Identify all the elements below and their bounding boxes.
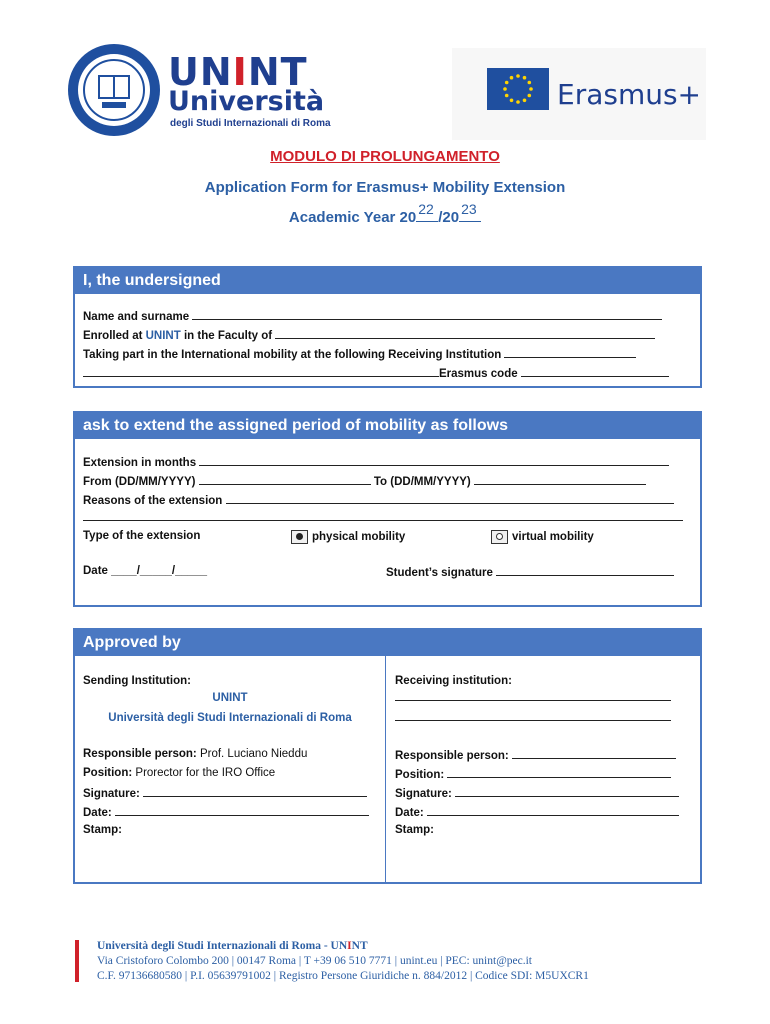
receiving-signature-label: Signature: (395, 788, 452, 800)
undersigned-section (73, 266, 702, 388)
universita-wordmark: Università (168, 86, 325, 117)
dates-row (83, 474, 646, 488)
reasons-field-2[interactable] (83, 510, 683, 521)
form-subtitle: Application Form for Erasmus+ Mobility Extension (204, 179, 566, 196)
footer-address: Via Cristoforo Colombo 200 | 00147 Roma | T +39 06 510 7771 | unint.eu | PEC: unint@pec.it (97, 955, 533, 967)
receiving-name-line-1 (395, 690, 671, 704)
sending-position-value: Prorector for the IRO Office (135, 767, 276, 779)
receiving-stamp-label: Stamp: (395, 824, 434, 836)
receiving-name-field-2[interactable] (395, 710, 671, 721)
student-signature-label: Student’s signature (386, 567, 493, 579)
sending-full-name: Università degli Studi Internazionali di Roma (108, 712, 352, 724)
receiving-label: Receiving institution: (395, 675, 512, 687)
unint-logo-wordmark: UNINT (168, 50, 308, 94)
undersigned-heading: I, the undersigned (75, 268, 700, 294)
virtual-radio-icon[interactable] (491, 530, 508, 544)
virtual-mobility-option[interactable] (491, 530, 594, 544)
receiving-institution-field[interactable] (504, 347, 636, 358)
faculty-field[interactable] (275, 328, 655, 339)
reasons-row-2 (83, 510, 683, 524)
sending-date-label: Date: (83, 807, 112, 819)
reasons-label: Reasons of the extension (83, 495, 223, 507)
receiving-date-row (395, 805, 679, 819)
eu-flag-icon (487, 68, 549, 110)
student-signature-row (386, 565, 674, 579)
physical-mobility-option[interactable] (291, 530, 405, 544)
name-label: Name and surname (83, 311, 190, 323)
taking-part-label: Taking part in the International mobility at the following Receiving Institution (83, 349, 502, 361)
erasmus-wordmark: Erasmus+ (557, 78, 702, 111)
enrolled-brand: UNINT (145, 330, 181, 342)
physical-label: physical mobility (312, 531, 406, 544)
student-signature-field[interactable] (496, 565, 674, 576)
to-date-field[interactable] (474, 474, 646, 485)
universita-subtitle: degli Studi Internazionali di Roma (170, 118, 331, 129)
taking-part-row (83, 347, 636, 361)
sending-position-row (83, 767, 275, 779)
sending-responsible-value: Prof. Luciano Nieddu (199, 748, 308, 760)
virtual-label: virtual mobility (512, 531, 594, 544)
receiving-institution-field-2[interactable] (83, 366, 439, 377)
sending-label: Sending Institution: (83, 675, 191, 687)
university-seal-logo (66, 42, 162, 138)
sending-signature-field[interactable] (143, 786, 367, 797)
receiving-position-label: Position: (395, 769, 445, 781)
receiving-name-line-2 (395, 710, 671, 724)
extension-months-label: Extension in months (83, 457, 197, 469)
approval-heading: Approved by (75, 630, 700, 656)
receiving-position-row (395, 767, 671, 781)
approval-section (73, 628, 702, 884)
receiving-position-field[interactable] (447, 767, 671, 778)
sending-responsible-label: Responsible person: (83, 748, 197, 760)
enrolled-prefix: Enrolled at (83, 330, 146, 342)
academic-year-separator: /20 (438, 209, 460, 226)
physical-radio-icon[interactable] (291, 530, 308, 544)
footer-university-name: Università degli Studi Internazionali di Roma - (97, 940, 331, 952)
sending-responsible-row (83, 748, 307, 760)
sending-date-row (83, 805, 369, 819)
extension-type-label: Type of the extension (83, 530, 201, 542)
from-label: From (DD/MM/YYYY) (83, 476, 196, 488)
sending-date-field[interactable] (115, 805, 369, 816)
extension-months-field[interactable] (199, 455, 669, 466)
extension-heading: ask to extend the assigned period of mobility as follows (75, 413, 700, 439)
enrolled-row (83, 328, 655, 342)
footer-line-1 (97, 940, 368, 952)
receiving-name-field-1[interactable] (395, 690, 671, 701)
footer-accent-bar (75, 940, 79, 982)
extension-months-row (83, 455, 669, 469)
year-start-value: 22 (418, 201, 434, 217)
enrolled-suffix: in the Faculty of (180, 330, 273, 342)
name-field[interactable] (192, 309, 662, 320)
academic-year-prefix: Academic Year 20 (288, 209, 417, 226)
receiving-signature-row (395, 786, 679, 800)
receiving-responsible-label: Responsible person: (395, 750, 509, 762)
sending-stamp-label: Stamp: (83, 824, 122, 836)
from-date-field[interactable] (199, 474, 371, 485)
erasmus-code-label: Erasmus code (439, 368, 518, 380)
sending-position-label: Position: (83, 767, 133, 779)
sending-name: UNINT (212, 692, 248, 704)
column-divider (385, 656, 386, 882)
footer-registry: C.F. 97136680580 | P.I. 05639791002 | Registro Persone Giuridiche n. 884/2012 | Codice SDI: M5UXCR1 (97, 970, 589, 982)
receiving-responsible-field[interactable] (512, 748, 676, 759)
year-start-field[interactable] (416, 201, 438, 222)
footer-brand: UNINT (330, 940, 368, 952)
extension-section (73, 411, 702, 607)
academic-year (0, 201, 770, 226)
date-field[interactable]: Date ____/_____/_____ (83, 565, 208, 577)
sending-signature-row (83, 786, 367, 800)
year-end-value: 23 (461, 201, 477, 217)
receiving-signature-field[interactable] (455, 786, 679, 797)
sending-signature-label: Signature: (83, 788, 140, 800)
name-row (83, 309, 662, 323)
receiving-date-field[interactable] (427, 805, 679, 816)
reasons-row (83, 493, 674, 507)
reasons-field[interactable] (226, 493, 674, 504)
erasmus-code-row (83, 366, 669, 380)
year-end-field[interactable] (459, 201, 481, 222)
erasmus-code-field[interactable] (521, 366, 669, 377)
to-label: To (DD/MM/YYYY) (373, 476, 471, 488)
receiving-date-label: Date: (395, 807, 424, 819)
receiving-responsible-row (395, 748, 676, 762)
form-title: MODULO DI PROLUNGAMENTO (270, 148, 500, 165)
